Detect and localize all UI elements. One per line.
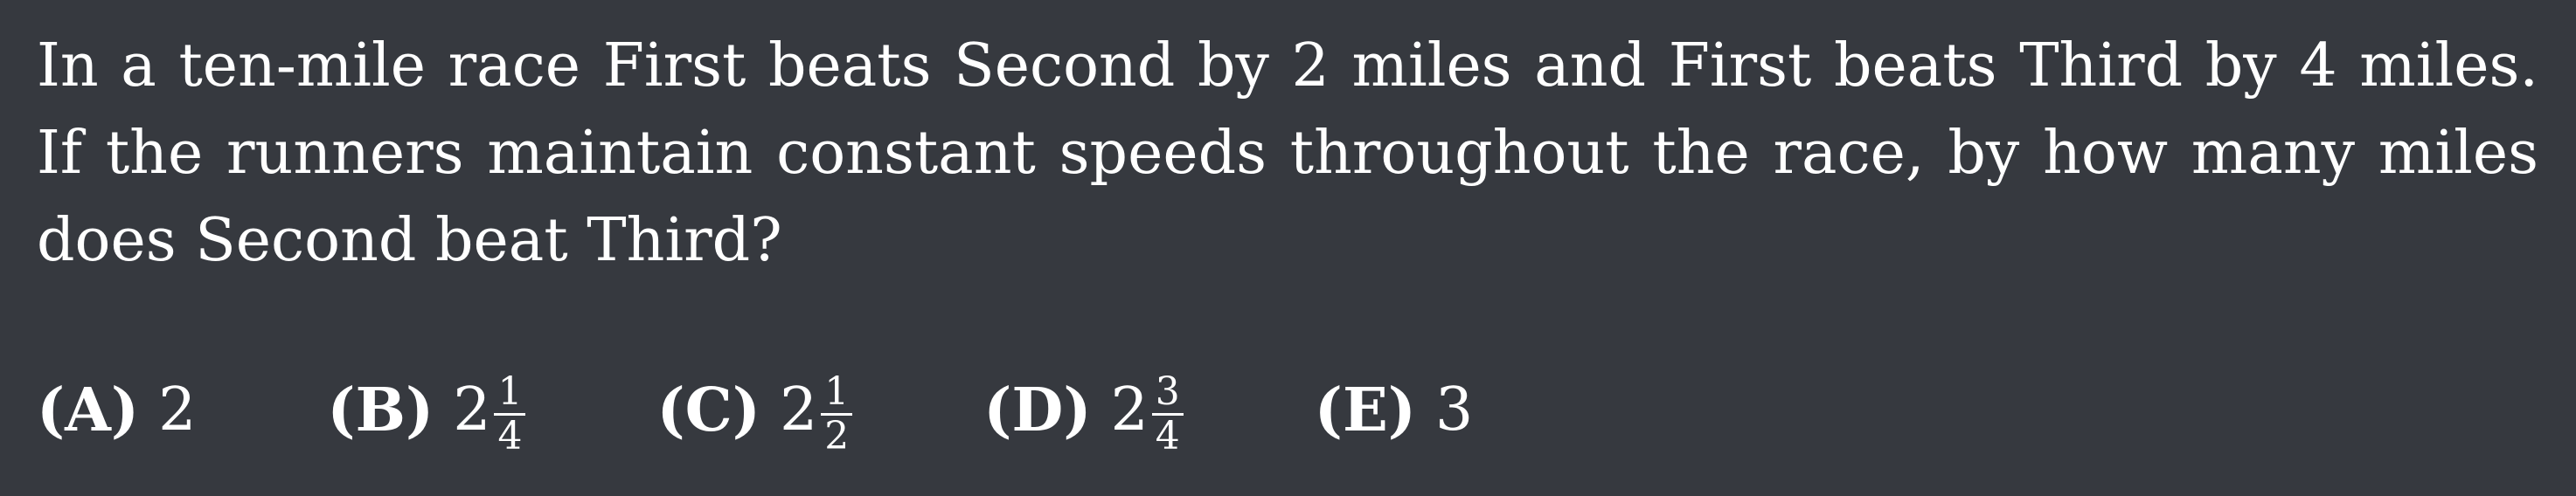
choice-a-value: 2 xyxy=(158,375,197,444)
question-text: In a ten-mile race First beats Second by 2 miles and First beats Third by 4 miles. If the runners maintain constant speeds throughout the race, by how many miles does Second beat Third? xyxy=(37,31,2538,275)
choice-d-label: (D) xyxy=(983,375,1092,445)
choice-c-fraction xyxy=(821,371,852,458)
choice-b[interactable] xyxy=(327,367,525,458)
choice-d-whole: 2 xyxy=(1110,375,1149,444)
choice-b-whole: 2 xyxy=(453,375,491,444)
choice-e[interactable] xyxy=(1315,367,1473,454)
choice-c-numerator: 1 xyxy=(821,371,852,416)
choice-c-label: (C) xyxy=(656,375,760,445)
choice-d[interactable] xyxy=(983,367,1184,458)
choice-c-denominator: 2 xyxy=(824,413,850,458)
choice-b-label: (B) xyxy=(327,375,434,445)
choice-d-denominator: 4 xyxy=(1155,413,1180,458)
choice-c[interactable] xyxy=(656,367,852,458)
choice-a[interactable] xyxy=(37,367,196,454)
choice-d-numerator: 3 xyxy=(1152,371,1184,416)
choice-e-label: (E) xyxy=(1314,375,1416,445)
choice-c-whole: 2 xyxy=(779,375,818,444)
answer-choices xyxy=(37,367,2539,458)
choice-a-label: (A) xyxy=(37,375,140,445)
choice-b-numerator: 1 xyxy=(494,371,525,416)
choice-d-fraction xyxy=(1152,371,1184,458)
choice-b-fraction xyxy=(494,371,525,458)
choice-b-denominator: 4 xyxy=(497,413,523,458)
choice-e-value: 3 xyxy=(1434,375,1474,444)
